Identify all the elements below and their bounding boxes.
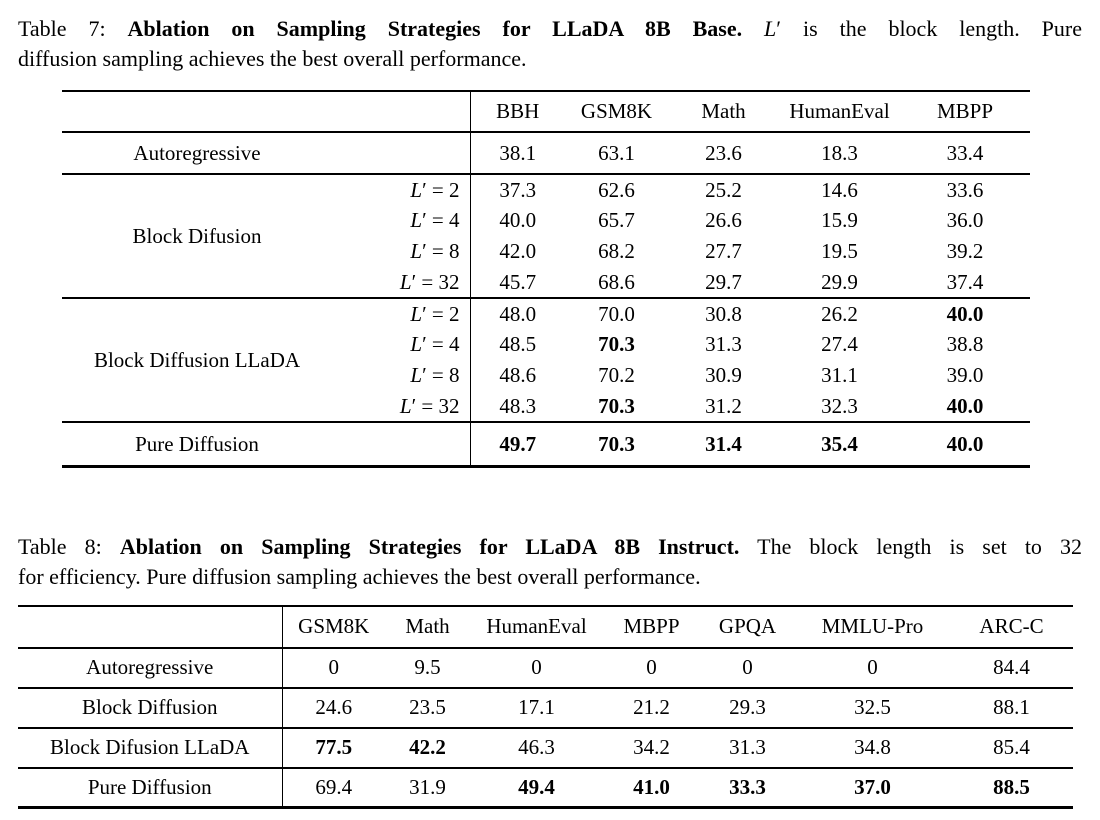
header-spacer <box>18 606 282 648</box>
value-cell: 25.2 <box>705 177 742 202</box>
table8-caption-title: Ablation on Sampling Strategies for LLaDA 8B Instruct. <box>119 533 740 559</box>
row-label-block-difusion: Block Difusion <box>62 174 332 298</box>
value-cell-best: 42.2 <box>385 728 470 768</box>
value-cell-best: 70.3 <box>598 332 635 357</box>
block-length-cell <box>332 391 470 422</box>
value-cell: 0 <box>282 648 385 688</box>
value-cell: 48.5 <box>470 329 565 360</box>
value-cell-best: 33.3 <box>729 775 766 800</box>
value-cell: 29.3 <box>700 688 795 728</box>
row-label-block-diffusion: Block Diffusion <box>18 688 282 728</box>
value-cell: 42.0 <box>470 236 565 267</box>
value-cell: 29.7 <box>668 267 779 298</box>
math-var-L: L <box>410 301 423 326</box>
math-var-L: L <box>410 239 423 264</box>
value-cell: 29.9 <box>779 267 900 298</box>
table-row-block-difusion-l2 <box>62 174 1030 205</box>
column-header-mmlu-pro: MMLU-Pro <box>795 606 950 648</box>
column-header-mbpp: MBPP <box>900 91 1030 132</box>
value-cell: 14.6 <box>821 177 858 202</box>
value-cell-best: 49.4 <box>518 775 555 800</box>
column-header-bbh: BBH <box>470 91 565 132</box>
value-cell-best: 31.4 <box>705 431 742 456</box>
row-label-block-diffusion-llada: Block Diffusion LLaDA <box>62 298 332 422</box>
table7-header-row <box>62 91 1030 132</box>
table-row-autoregressive <box>62 132 1030 174</box>
table8-caption-rest: The block length is set to 32 <box>757 533 1083 559</box>
value-cell: 0 <box>603 648 700 688</box>
value-cell: 24.6 <box>282 688 385 728</box>
value-cell: 70.0 <box>598 301 635 326</box>
value-cell: 0 <box>470 648 603 688</box>
table7-caption <box>18 14 1082 74</box>
value-cell: 17.1 <box>470 688 603 728</box>
math-eq: ′ = 8 <box>422 239 460 264</box>
value-cell: 19.5 <box>821 239 858 264</box>
value-cell-best: 40.0 <box>946 301 984 326</box>
row-label-pure-diffusion: Pure Diffusion <box>135 431 259 456</box>
table7-caption-prefix: Table 7: <box>18 16 106 41</box>
value-cell: 62.6 <box>598 177 635 202</box>
value-cell: 30.9 <box>705 363 742 388</box>
column-header-humaneval: HumanEval <box>779 91 900 132</box>
value-cell: 33.4 <box>900 132 1030 174</box>
value-cell: 48.6 <box>470 360 565 391</box>
value-cell: 45.7 <box>470 267 565 298</box>
value-cell: 9.5 <box>385 648 470 688</box>
block-length-cell <box>332 205 470 236</box>
block-length-cell <box>332 360 470 391</box>
value-cell: 88.1 <box>950 688 1073 728</box>
value-cell: 31.1 <box>821 363 858 388</box>
table7-caption-title: Ablation on Sampling Strategies for LLaDA 8B Base. <box>127 16 743 41</box>
table-row-autoregressive <box>18 648 1073 688</box>
value-cell: 18.3 <box>779 132 900 174</box>
value-cell: 27.7 <box>705 239 742 264</box>
table-row-pure-diffusion <box>62 422 1030 466</box>
table-row-pure-diffusion <box>18 768 1073 808</box>
table-row-bd-llada-l2 <box>62 298 1030 329</box>
value-cell-best: 37.0 <box>854 775 891 800</box>
column-header-arc-c: ARC-C <box>950 606 1073 648</box>
column-header-gsm8k: GSM8K <box>282 606 385 648</box>
block-length-cell <box>332 174 470 205</box>
value-cell: 23.6 <box>668 132 779 174</box>
value-cell: 33.6 <box>946 177 984 202</box>
value-cell: 70.2 <box>598 363 635 388</box>
math-var-L: L <box>399 393 412 418</box>
value-cell: 68.2 <box>598 239 635 264</box>
value-cell: 31.3 <box>705 332 742 357</box>
value-cell-best: 70.3 <box>565 391 668 422</box>
value-cell: 32.5 <box>795 688 950 728</box>
math-var-L: L <box>764 16 777 41</box>
table8-header-row <box>18 606 1073 648</box>
table8-caption-prefix: Table 8: <box>18 533 102 559</box>
table7-caption-line1 <box>18 14 1082 44</box>
value-cell-best: 77.5 <box>282 728 385 768</box>
value-cell: 26.6 <box>705 208 742 233</box>
value-cell: 63.1 <box>565 132 668 174</box>
block-length-cell <box>332 298 470 329</box>
value-cell: 84.4 <box>950 648 1073 688</box>
column-header-gpqa: GPQA <box>700 606 795 648</box>
math-var-L: L <box>410 208 423 233</box>
column-header-humaneval: HumanEval <box>470 606 603 648</box>
table-8 <box>18 605 1073 810</box>
value-cell: 30.8 <box>705 301 742 326</box>
math-var-L: L <box>399 269 412 294</box>
value-cell: 39.2 <box>946 239 984 264</box>
value-cell: 23.5 <box>385 688 470 728</box>
table7-caption-rest: ′ is the block length. Pure <box>776 16 1082 41</box>
table8-caption-line1 <box>18 532 1082 562</box>
value-cell: 27.4 <box>821 332 858 357</box>
column-header-mbpp: MBPP <box>603 606 700 648</box>
value-cell: 26.2 <box>821 301 858 326</box>
table8-caption-line2: for efficiency. Pure diffusion sampling achieves the best overall performance. <box>18 563 701 589</box>
value-cell: 69.4 <box>282 768 385 808</box>
table8-caption <box>18 532 1082 592</box>
row-label-pure-diffusion: Pure Diffusion <box>87 775 212 800</box>
math-eq: ′ = 32 <box>411 269 460 294</box>
table-7 <box>62 90 1030 468</box>
value-cell-best: 70.3 <box>598 431 635 456</box>
value-cell: 32.3 <box>779 391 900 422</box>
column-header-gsm8k: GSM8K <box>565 91 668 132</box>
math-var-L: L <box>410 177 423 202</box>
value-cell: 85.4 <box>950 728 1073 768</box>
value-cell: 68.6 <box>565 267 668 298</box>
math-var-L: L <box>410 332 423 357</box>
value-cell-best: 40.0 <box>946 431 984 456</box>
value-cell: 40.0 <box>470 205 565 236</box>
block-length-cell-empty <box>332 422 470 466</box>
block-length-cell <box>332 267 470 298</box>
value-cell-best: 41.0 <box>633 775 670 800</box>
value-cell: 48.0 <box>470 298 565 329</box>
math-eq: ′ = 4 <box>422 208 460 233</box>
column-header-math: Math <box>385 606 470 648</box>
header-spacer <box>62 91 470 132</box>
value-cell-best: 49.7 <box>470 422 565 466</box>
math-eq: ′ = 4 <box>422 332 460 357</box>
value-cell: 65.7 <box>598 208 635 233</box>
value-cell: 31.9 <box>409 775 446 800</box>
value-cell: 0 <box>700 648 795 688</box>
row-label-autoregressive: Autoregressive <box>62 132 332 174</box>
value-cell: 37.4 <box>900 267 1030 298</box>
value-cell-best: 35.4 <box>821 431 858 456</box>
value-cell: 48.3 <box>470 391 565 422</box>
value-cell: 36.0 <box>946 208 984 233</box>
math-eq: ′ = 2 <box>422 301 460 326</box>
value-cell: 38.8 <box>946 332 984 357</box>
value-cell: 31.2 <box>668 391 779 422</box>
value-cell: 34.2 <box>603 728 700 768</box>
value-cell-best: 40.0 <box>900 391 1030 422</box>
row-label-autoregressive: Autoregressive <box>18 648 282 688</box>
block-length-cell-empty <box>332 132 470 174</box>
value-cell: 34.8 <box>795 728 950 768</box>
math-var-L: L <box>410 363 423 388</box>
table-row-block-difusion-llada <box>18 728 1073 768</box>
value-cell: 21.2 <box>603 688 700 728</box>
value-cell-best: 88.5 <box>993 775 1030 800</box>
math-eq: ′ = 8 <box>422 363 460 388</box>
math-eq: ′ = 2 <box>422 177 460 202</box>
value-cell: 46.3 <box>470 728 603 768</box>
block-length-cell <box>332 236 470 267</box>
value-cell: 31.3 <box>700 728 795 768</box>
block-length-cell <box>332 329 470 360</box>
value-cell: 37.3 <box>470 174 565 205</box>
value-cell: 39.0 <box>946 363 984 388</box>
table-row-block-diffusion <box>18 688 1073 728</box>
value-cell: 0 <box>795 648 950 688</box>
row-label-block-difusion-llada: Block Difusion LLaDA <box>18 728 282 768</box>
value-cell: 38.1 <box>470 132 565 174</box>
column-header-math: Math <box>668 91 779 132</box>
math-eq: ′ = 32 <box>411 393 460 418</box>
table7-caption-line2: diffusion sampling achieves the best overall performance. <box>18 46 527 71</box>
value-cell: 15.9 <box>821 208 858 233</box>
